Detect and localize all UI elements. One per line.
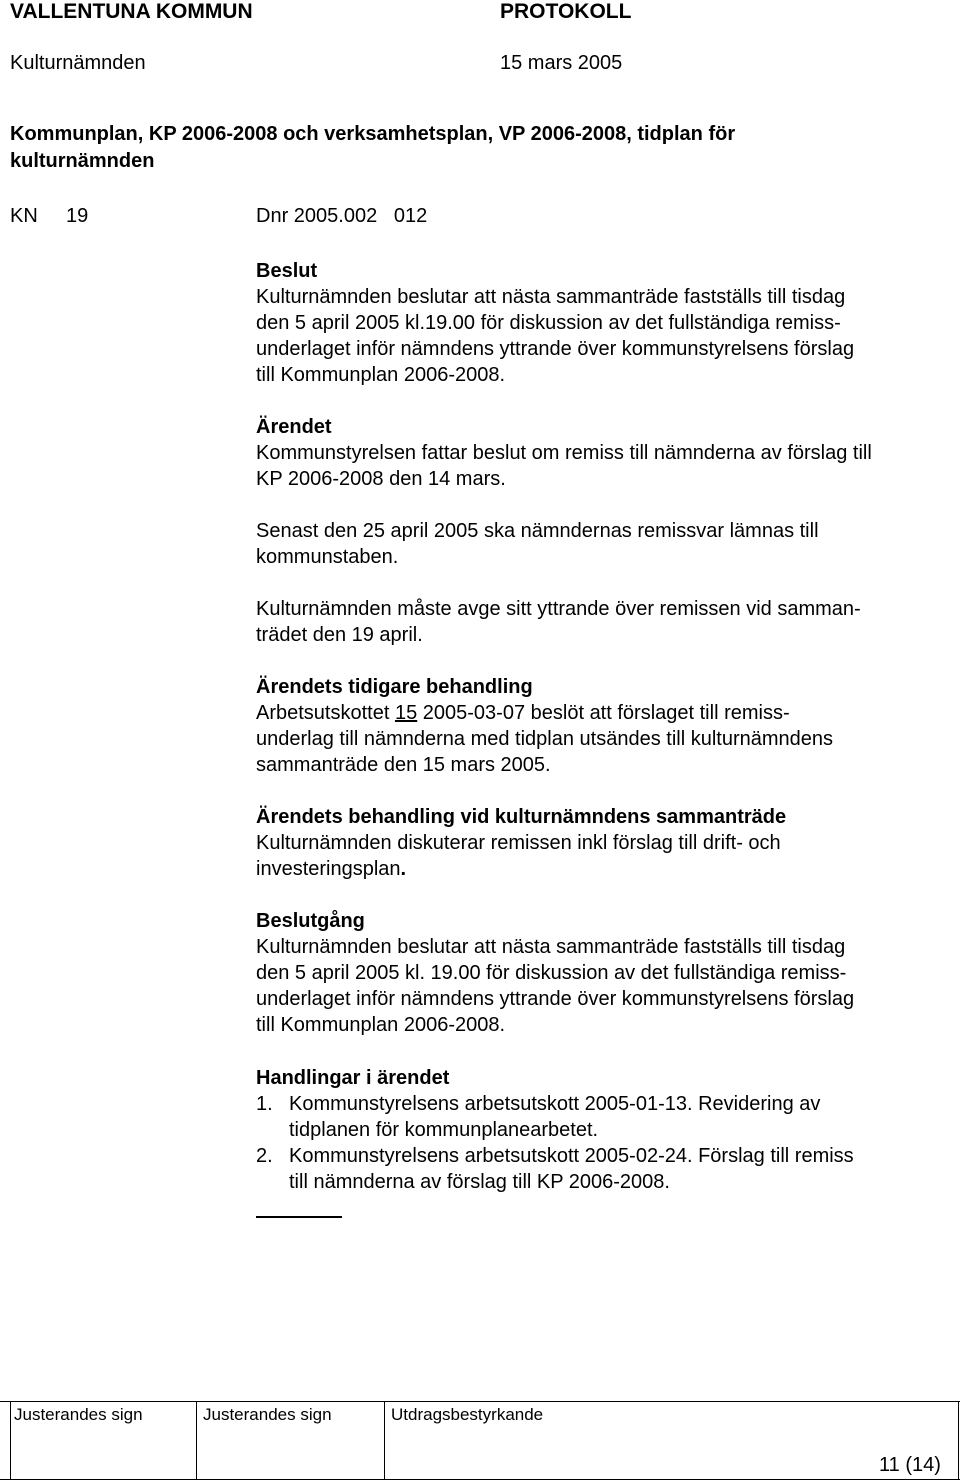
- page-number: 11 (14): [879, 1454, 941, 1476]
- signature-box-1-label: Justerandes sign: [14, 1405, 143, 1424]
- footer-top-border: [0, 1401, 960, 1402]
- behandling-line-2: [256, 856, 956, 882]
- beslut-line: Kulturnämnden beslutar att nästa sammanträde fastställs till tisdag: [256, 286, 846, 308]
- beslutgang-section: [256, 908, 956, 1038]
- extract-certification-label: Utdragsbestyrkande: [391, 1405, 544, 1424]
- beslut-heading: Beslut: [256, 260, 318, 282]
- footer-divider: [196, 1401, 197, 1480]
- handlingar-item-2-line-2: till nämnderna av förslag till KP 2006-2008.: [289, 1171, 670, 1193]
- arendet-p3-line: Kulturnämnden måste avge sitt yttrande över remissen vid samman-: [256, 598, 861, 620]
- behandling-section: [256, 804, 956, 882]
- tidigare-section: [256, 674, 956, 778]
- beslut-line: den 5 april 2005 kl.19.00 för diskussion av det fullständiga remiss-: [256, 312, 841, 334]
- behandling-text: investeringsplan: [256, 858, 401, 880]
- beslut-line: till Kommunplan 2006-2008.: [256, 364, 506, 386]
- footer-divider: [10, 1401, 11, 1480]
- handlingar-item-2-number: 2.: [256, 1145, 273, 1167]
- tidigare-text: Arbetsutskottet: [256, 702, 395, 724]
- committee-name: Kulturnämnden: [10, 52, 146, 74]
- page-title-line-1: Kommunplan, KP 2006-2008 och verksamhetsplan, VP 2006-2008, tidplan för: [10, 123, 736, 145]
- arendet-p3: [256, 596, 956, 648]
- paragraph-reference: 15: [394, 702, 418, 724]
- arendet-p2: [256, 518, 956, 570]
- tidigare-heading: Ärendets tidigare behandling: [256, 676, 533, 698]
- beslutgang-heading: Beslutgång: [256, 910, 365, 932]
- arendet-p1-line: KP 2006-2008 den 14 mars.: [256, 468, 506, 490]
- handlingar-section: [256, 1065, 956, 1091]
- footer-divider: [384, 1401, 385, 1480]
- tidigare-line-3: sammanträde den 15 mars 2005.: [256, 754, 551, 776]
- signature-box-2-label: Justerandes sign: [203, 1405, 332, 1424]
- beslut-line: underlaget inför nämndens yttrande över kommunstyrelsens förslag: [256, 338, 855, 360]
- tidigare-line-2: underlag till nämnderna med tidplan utsändes till kulturnämndens: [256, 728, 834, 750]
- arendet-p3-line: trädet den 19 april.: [256, 624, 423, 646]
- beslutgang-line: Kulturnämnden beslutar att nästa sammanträde fastställs till tisdag: [256, 936, 846, 958]
- handlingar-item-1-line-2: tidplanen för kommunplanearbetet.: [289, 1119, 599, 1141]
- behandling-line-1: Kulturnämnden diskuterar remissen inkl förslag till drift- och: [256, 832, 781, 854]
- footer-divider: [958, 1401, 959, 1480]
- beslutgang-line: till Kommunplan 2006-2008.: [256, 1014, 506, 1036]
- handlingar-item-2-line-1: Kommunstyrelsens arbetsutskott 2005-02-24. Förslag till remiss: [289, 1145, 854, 1167]
- arendet-p1-line: Kommunstyrelsen fattar beslut om remiss till nämnderna av förslag till: [256, 442, 872, 464]
- footer-bottom-border: [0, 1479, 960, 1480]
- behandling-period: .: [400, 858, 407, 880]
- arendet-p2-line: Senast den 25 april 2005 ska nämndernas remissvar lämnas till: [256, 520, 819, 542]
- meeting-date: 15 mars 2005: [500, 52, 623, 74]
- case-kn-label: KN: [10, 205, 38, 227]
- case-dnr: Dnr 2005.002 012: [256, 205, 428, 227]
- arendet-section: [256, 414, 956, 492]
- case-kn-number: 19: [66, 205, 89, 227]
- behandling-heading: Ärendets behandling vid kulturnämndens sammanträde: [256, 806, 787, 828]
- handlingar-heading: Handlingar i ärendet: [256, 1067, 450, 1089]
- handlingar-item-1-number: 1.: [256, 1093, 273, 1115]
- beslutgang-line: den 5 april 2005 kl. 19.00 för diskussion av det fullständiga remiss-: [256, 962, 847, 984]
- beslut-section: [256, 258, 956, 388]
- tidigare-line-1: [256, 700, 956, 726]
- municipality-name: VALLENTUNA KOMMUN: [10, 0, 253, 23]
- arendet-p2-line: kommunstaben.: [256, 546, 399, 568]
- end-rule: [256, 1216, 342, 1218]
- page-title-line-2: kulturnämnden: [10, 150, 155, 172]
- beslutgang-line: underlaget inför nämndens yttrande över kommunstyrelsens förslag: [256, 988, 855, 1010]
- document-type: PROTOKOLL: [500, 0, 632, 23]
- arendet-heading: Ärendet: [256, 416, 332, 438]
- tidigare-text: 2005-03-07 beslöt att förslaget till remiss-: [417, 702, 790, 724]
- handlingar-item-1-line-1: Kommunstyrelsens arbetsutskott 2005-01-13. Revidering av: [289, 1093, 821, 1115]
